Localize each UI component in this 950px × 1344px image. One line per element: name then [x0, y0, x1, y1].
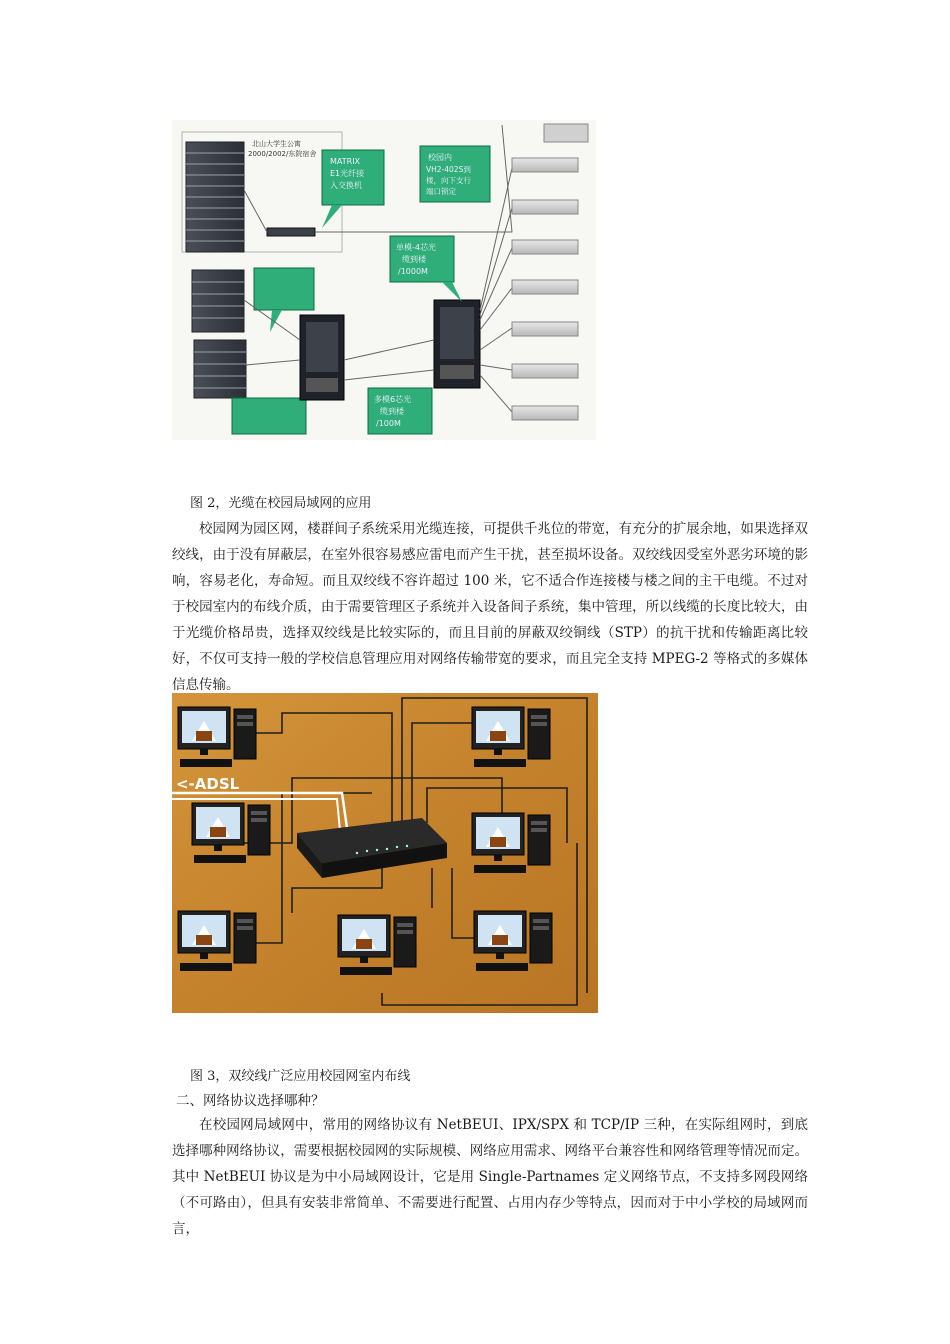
figure-3-lan-diagram [172, 693, 598, 1013]
callout-matrix [322, 150, 384, 228]
figure-3-caption: 图 3，双绞线广泛应用校园网室内布线 [190, 1069, 411, 1084]
campus-label-1: 校园内 [428, 153, 452, 162]
callout-campus [420, 146, 490, 202]
building-label-line2: 2000/2002/东院宿舍 [248, 150, 317, 158]
paragraph-network-protocols: 在校园网局域网中，常用的网络协议有 NetBEUI、IPX/SPX 和 TCP/IP 三种，在实际组网时，到底选择哪种网络协议，需要根据校园网的实际规模、网络应用需求、网络平台兼容性和网络管理等情况而定。其中 NetBEUI 协议是为中小局域网设计，它是用 Single-Partnames 定义网络节点，不支持多网段网络（不可路由），但具有安装非常简单、不需要进行配置、占用内存少等特点，因而对于中小学校的局域网而言， [172, 1117, 808, 1237]
switch-6 [512, 364, 578, 378]
multi-label-1: 多模6芯光 [374, 395, 412, 404]
multi-label-2: 缆到楼 [380, 407, 404, 416]
core-cabinet-left [300, 315, 344, 400]
server-stack-mid [192, 270, 244, 332]
switch-2 [512, 200, 578, 214]
building-label-line1: 北山大学生公寓 [252, 140, 301, 148]
switch-3 [512, 240, 578, 254]
core-cabinet-right [434, 300, 480, 388]
callout-multi-mode [368, 388, 432, 434]
single-label-3: /1000M [398, 267, 428, 276]
single-label-1: 单模-4芯光 [396, 243, 436, 252]
adsl-label: <-ADSL [176, 775, 240, 793]
section-heading-protocol: 二、网络协议选择哪种？ [176, 1093, 325, 1109]
single-label-2: 缆到楼 [402, 255, 426, 264]
switch-1 [512, 158, 578, 172]
access-switches [512, 124, 588, 420]
matrix-switch [267, 228, 315, 236]
switch-top [544, 124, 588, 142]
callout-blank-2 [232, 398, 306, 434]
matrix-label-2: E1光纤接 [330, 169, 365, 178]
paragraph-fiber-vs-twisted-pair: 校园网为园区网，楼群间子系统采用光缆连接，可提供千兆位的带宽，有充分的扩展余地，如果选择双绞线，由于没有屏蔽层，在室外很容易感应雷电而产生干扰，甚至损坏设备。双绞线因受室外恶劣环境的影响，容易老化，寿命短。而且双绞线不容许超过 100 米，它不适合作连接楼与楼之间的主干电缆。不过对于校园室内的布线介质，由于需要管理区子系统并入设备间子系统，集中管理，所以线缆的长度比较大，由于光缆价格昂贵，选择双绞线是比较实际的，而且目前的屏蔽双绞铜线（STP）的抗干扰和传输距离比较好，不仅可支持一般的学校信息管理应用对网络传输带宽的要求，而且完全支持 MPEG-2 等格式的多媒体信息传输。 [172, 521, 808, 693]
campus-label-3: 楼，向下支行 [426, 176, 471, 185]
campus-label-2: VH2-402S到 [426, 165, 471, 174]
campus-label-4: 端口锁定 [426, 187, 456, 196]
figure-2-caption: 图 2，光缆在校园局域网的应用 [190, 496, 372, 511]
server-stack-low [194, 340, 246, 398]
matrix-label-3: 入交换机 [330, 181, 362, 190]
switch-7 [512, 406, 578, 420]
twisted-pair-lan-diagram [172, 693, 598, 1013]
fiber-network-diagram [172, 120, 596, 440]
multi-label-3: /100M [376, 419, 401, 428]
server-rack-stack-top [186, 142, 244, 252]
switch-5 [512, 322, 578, 336]
callout-blank-1 [254, 268, 314, 310]
switch-4 [512, 280, 578, 294]
callout-single-mode [390, 236, 462, 302]
figure-2-fiber-diagram [172, 120, 596, 440]
matrix-label-1: MATRIX [330, 157, 361, 166]
